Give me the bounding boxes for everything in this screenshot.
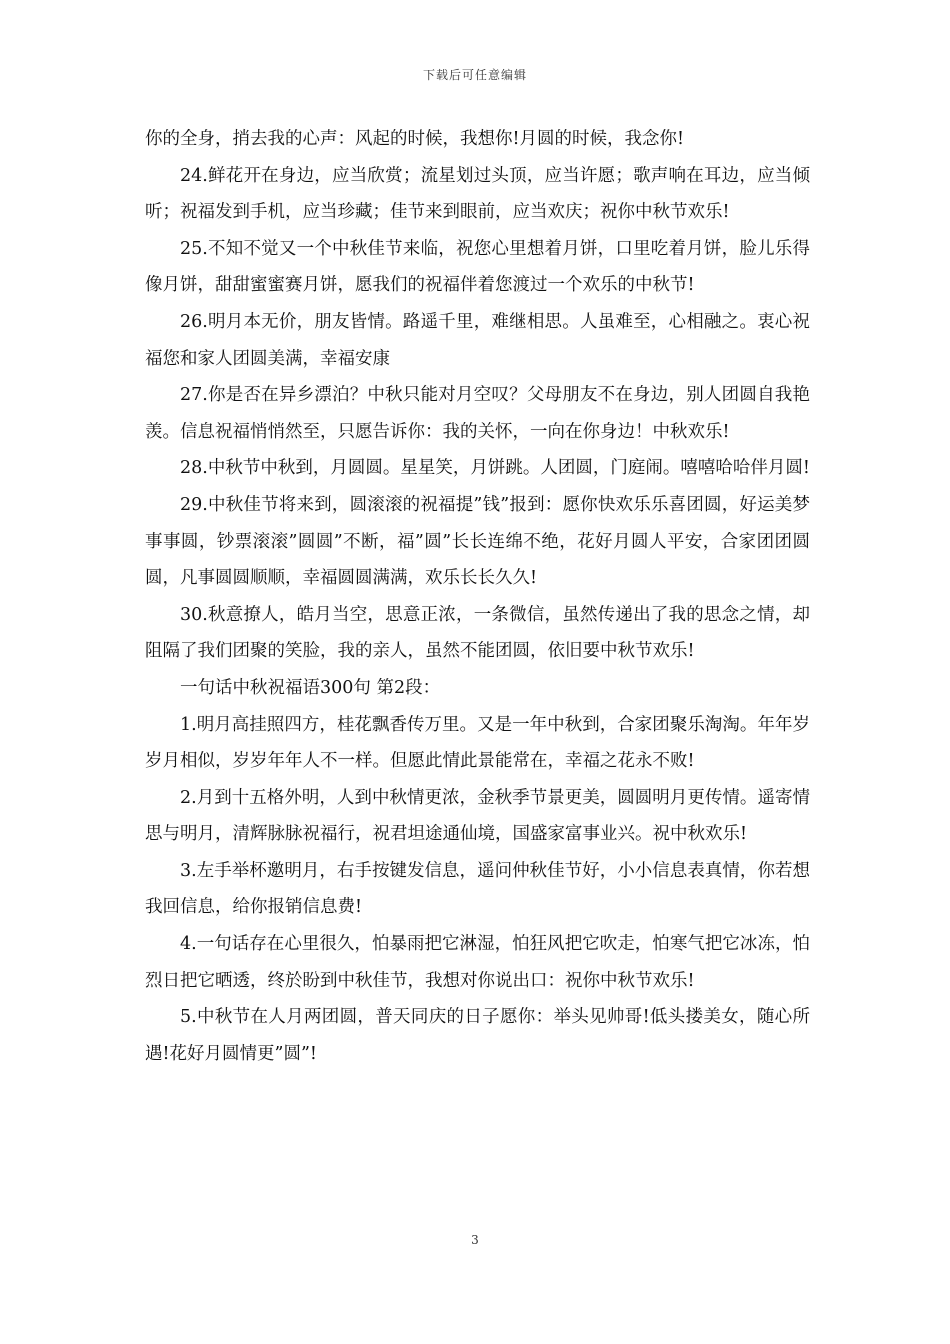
- paragraph: 5.中秋节在人月两团圆，普天同庆的日子愿你：举头见帅哥!低头搂美女，随心所遇!花好月圆情更”圆”!: [145, 1007, 810, 1064]
- section-heading: 一句话中秋祝福语300句 第2段：: [180, 677, 441, 698]
- document-body: [145, 121, 810, 1072]
- paragraph: 你的全身，捎去我的心声：风起的时候，我想你!月圆的时候，我念你!: [145, 129, 685, 149]
- paragraph: 26.明月本无价，朋友皆情。路遥千里，难继相思。人虽难至，心相融之。衷心祝福您和家人团圆美满，幸福安康: [145, 311, 810, 369]
- page-header: 下载后可任意编辑: [422, 68, 527, 82]
- paragraph: 27.你是否在异乡漂泊？中秋只能对月空叹？父母朋友不在身边，别人团圆自我艳羡。信息祝福悄悄然至，只愿告诉你：我的关怀，一向在你身边！中秋欢乐!: [145, 385, 810, 442]
- paragraph: 2.月到十五格外明，人到中秋情更浓，金秋季节景更美，圆圆明月更传情。遥寄情思与明月，清辉脉脉祝福行，祝君坦途通仙境，国盛家富事业兴。祝中秋欢乐!: [145, 787, 810, 845]
- paragraph: 4.一句话存在心里很久，怕暴雨把它淋湿，怕狂风把它吹走，怕寒气把它冰冻，怕烈日把它晒透，终於盼到中秋佳节，我想对你说出口：祝你中秋节欢乐!: [145, 934, 810, 991]
- paragraph: 30.秋意撩人，皓月当空，思意正浓，一条微信，虽然传递出了我的思念之情，却阻隔了我们团聚的笑脸，我的亲人，虽然不能团圆，依旧要中秋节欢乐!: [145, 604, 810, 662]
- paragraph: 24.鲜花开在身边，应当欣赏；流星划过头顶，应当许愿；歌声响在耳边，应当倾听；祝福发到手机，应当珍藏；佳节来到眼前，应当欢庆；祝你中秋节欢乐!: [145, 165, 810, 223]
- paragraph: 25.不知不觉又一个中秋佳节来临，祝您心里想着月饼，口里吃着月饼，脸儿乐得像月饼，甜甜蜜蜜赛月饼，愿我们的祝福伴着您渡过一个欢乐的中秋节!: [145, 238, 810, 296]
- paragraph: 29.中秋佳节将来到，圆滚滚的祝福提”钱”报到：愿你快欢乐乐喜团圆，好运美梦事事圆，钞票滚滚”圆圆”不断，福”圆”长长连绵不绝，花好月圆人平安，合家团团圆圆，凡事圆圆顺顺，幸福圆圆满满，欢乐长长久久!: [145, 494, 810, 589]
- page-number: 3: [471, 1233, 479, 1247]
- paragraph: 3.左手举杯邀明月，右手按键发信息，遥问仲秋佳节好，小小信息表真情，你若想我回信息，给你报销信息费!: [145, 860, 810, 918]
- paragraph: 28.中秋节中秋到，月圆圆。星星笑，月饼跳。人团圆，门庭闹。嘻嘻哈哈伴月圆!: [180, 458, 810, 479]
- paragraph: 1.明月高挂照四方，桂花飘香传万里。又是一年中秋到，合家团聚乐淘淘。年年岁岁月相似，岁岁年年人不一样。但愿此情此景能常在，幸福之花永不败!: [145, 714, 810, 772]
